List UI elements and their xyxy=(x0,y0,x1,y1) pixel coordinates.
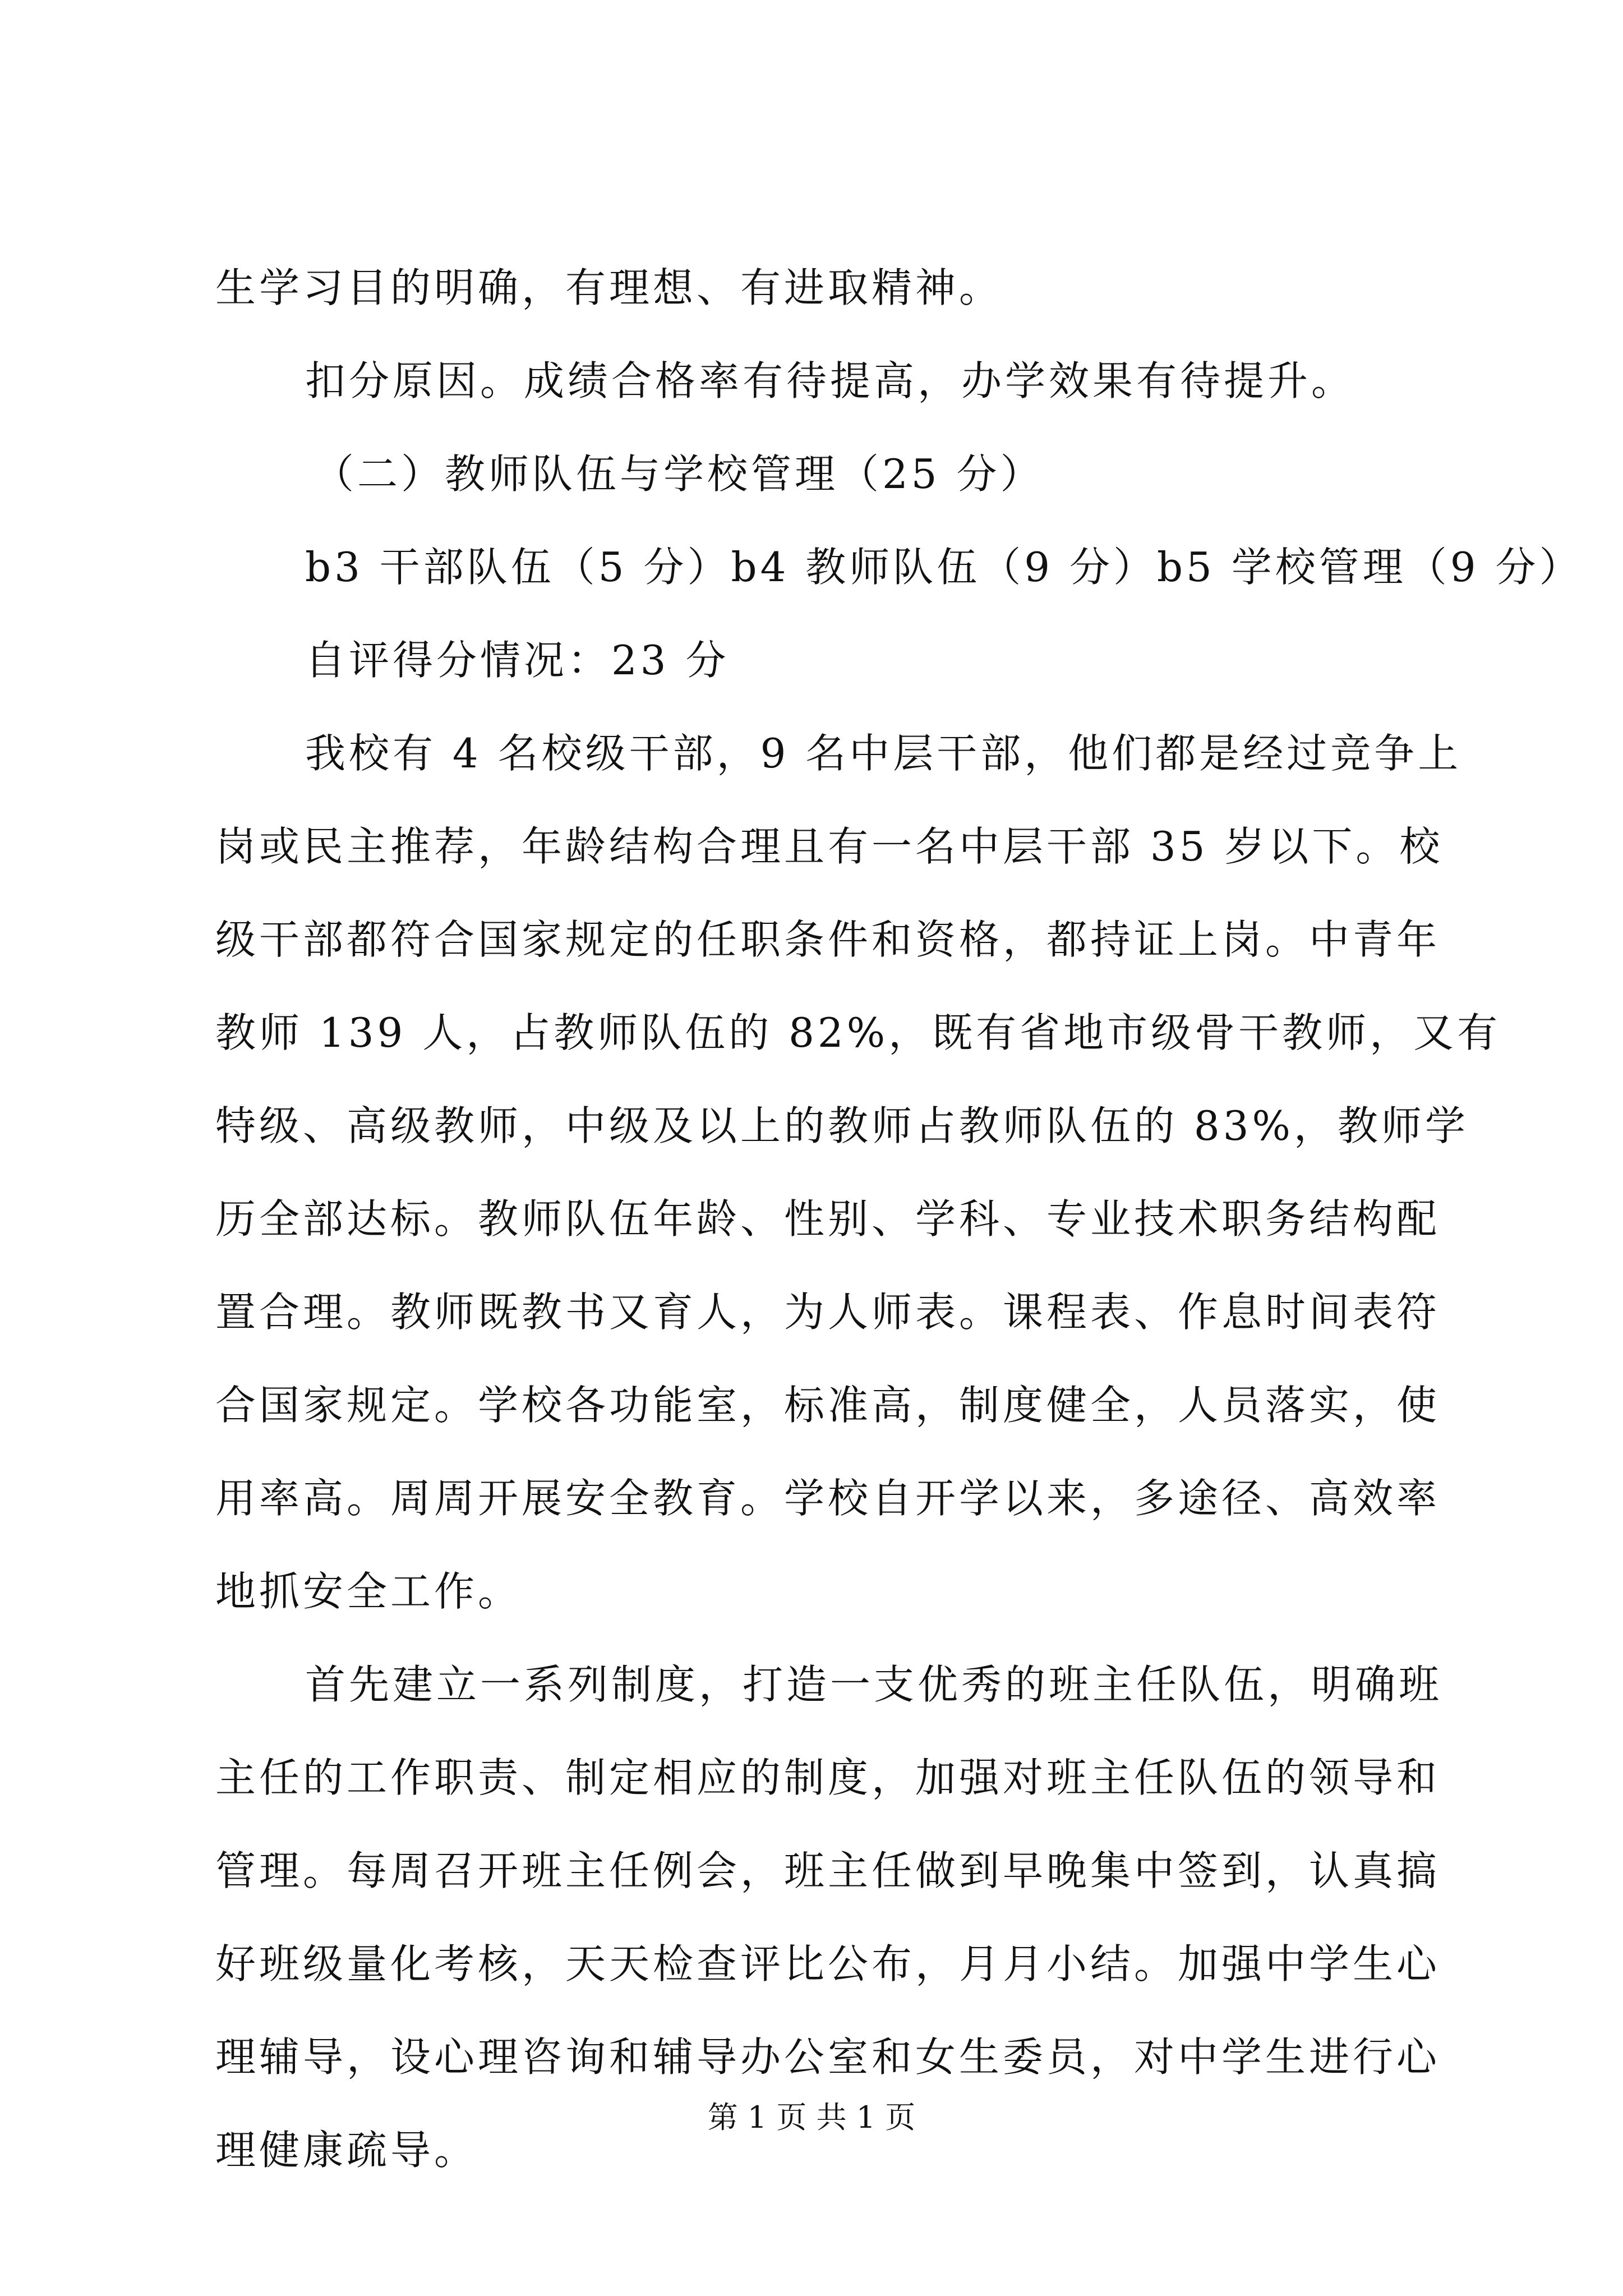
text-line: 级干部都符合国家规定的任职条件和资格，都持证上岗。中青年 xyxy=(215,916,1441,963)
text-line: 理辅导，设心理咨询和辅导办公室和女生委员，对中学生进行心 xyxy=(215,2033,1441,2081)
text-line: 好班级量化考核，天天检查评比公布，月月小结。加强中学生心 xyxy=(215,1940,1441,1987)
text-line: 地抓安全工作。 xyxy=(215,1568,522,1615)
text-line: 自评得分情况：23 分 xyxy=(305,637,730,684)
text-line: 管理。每周召开班主任例会，班主任做到早晚集中签到，认真搞 xyxy=(215,1847,1441,1894)
text-line: 我校有 4 名校级干部，9 名中层干部，他们都是经过竞争上 xyxy=(305,730,1462,777)
text-line: 特级、高级教师，中级及以上的教师占教师队伍的 83%，教师学 xyxy=(215,1102,1469,1149)
text-line: 扣分原因。成绩合格率有待提高，办学效果有待提升。 xyxy=(305,357,1355,404)
text-line: 生学习目的明确，有理想、有进取精神。 xyxy=(215,264,1003,311)
text-line: 历全部达标。教师队伍年龄、性别、学科、专业技术职务结构配 xyxy=(215,1195,1441,1243)
text-line: 教师 139 人，占教师队伍的 82%，既有省地市级骨干教师，又有 xyxy=(215,1009,1501,1056)
text-line: 合国家规定。学校各功能室，标准高，制度健全，人员落实，使 xyxy=(215,1382,1441,1429)
text-line: b3 干部队伍（5 分）b4 教师队伍（9 分）b5 学校管理（9 分） xyxy=(305,544,1583,591)
text-line: 理健康疏导。 xyxy=(215,2127,478,2174)
section-heading: （二）教师队伍与学校管理（25 分） xyxy=(313,450,1044,498)
text-line: 置合理。教师既教书又育人，为人师表。课程表、作息时间表符 xyxy=(215,1289,1441,1336)
text-line: 岗或民主推荐，年龄结构合理且有一名中层干部 35 岁以下。校 xyxy=(215,823,1444,870)
document-body xyxy=(215,241,1583,2197)
page-footer: 第 1 页 共 1 页 xyxy=(707,2100,916,2135)
text-line: 首先建立一系列制度，打造一支优秀的班主任队伍，明确班 xyxy=(305,1661,1443,1708)
text-line: 主任的工作职责、制定相应的制度，加强对班主任队伍的领导和 xyxy=(215,1754,1441,1801)
text-line: 用率高。周周开展安全教育。学校自开学以来，多途径、高效率 xyxy=(215,1475,1441,1522)
